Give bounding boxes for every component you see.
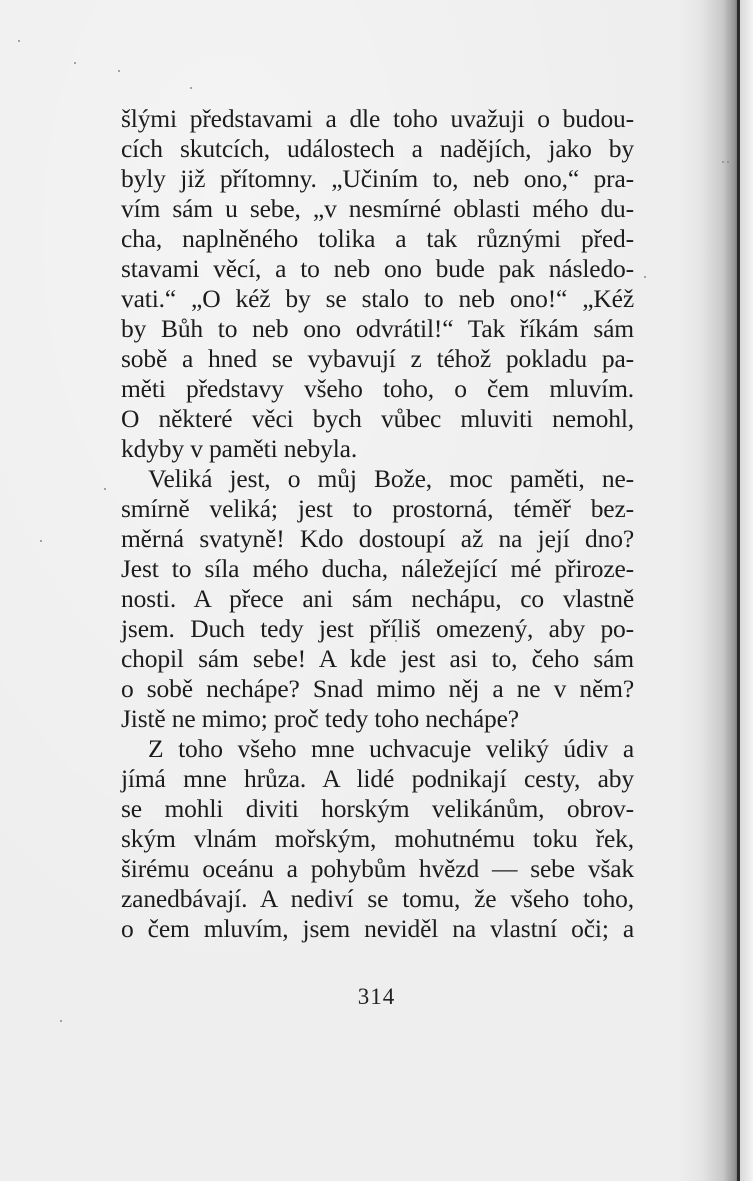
paper-speck [18, 40, 20, 42]
text-line: zanedbávají. A nediví se tomu, že všeho toho, [121, 884, 634, 913]
text-line: cha, naplněného tolika a tak různými před- [121, 224, 634, 253]
text-line: ským vlnám mořským, mohutnému toku řek, [121, 824, 634, 853]
text-line: měrná svatyně! Kdo dostoupí až na její dno? [121, 524, 634, 553]
paragraph-first-line: Veliká jest, o můj Bože, moc paměti, ne- [148, 464, 634, 493]
text-line: cích skutcích, událostech a nadějích, jako by [121, 134, 634, 163]
text-line: sobě a hned se vybavují z téhož pokladu pa- [121, 344, 634, 373]
paragraph-first-line: Z toho všeho mne uchvacuje veliký údiv a [148, 734, 634, 763]
text-line: smírně veliká; jest to prostorná, téměř bez- [121, 494, 634, 523]
text-line: jímá mne hrůza. A lidé podnikají cesty, aby [121, 764, 634, 793]
text-line: vati.“ „O kéž by se stalo to neb ono!“ „Kéž [121, 284, 634, 313]
text-line: kdyby v paměti nebyla. [121, 434, 358, 463]
text-line: jsem. Duch tedy jest příliš omezený, aby po- [121, 614, 634, 643]
page-number: 314 [357, 984, 396, 1009]
paper-speck [74, 62, 76, 64]
text-line: O některé věci bych vůbec mluviti nemohl, [121, 404, 634, 433]
text-line: o sobě nechápe? Snad mimo něj a ne v něm? [121, 674, 634, 703]
text-line: stavami věcí, a to neb ono bude pak následo- [121, 254, 634, 283]
paper-speck [60, 1020, 62, 1022]
body-text [121, 104, 634, 944]
text-line: chopil sám sebe! A kde jest asi to, čeho sám [121, 644, 634, 673]
text-line: byly již přítomny. „Učiním to, neb ono,“ pra- [121, 164, 634, 193]
paper-speck [40, 540, 42, 542]
text-line: Jistě ne mimo; proč tedy toho nechápe? [121, 704, 519, 733]
text-line: měti představy všeho toho, o čem mluvím. [121, 374, 634, 403]
paper-speck [118, 70, 120, 72]
text-line: nosti. A přece ani sám nechápu, co vlastně [121, 584, 634, 613]
paper-speck [104, 488, 106, 490]
text-line: širému oceánu a pohybům hvězd — sebe však [121, 854, 634, 883]
text-line: Jest to síla mého ducha, náležející mé přiroze- [121, 554, 634, 583]
text-line: šlými představami a dle toho uvažuji o budou- [121, 104, 634, 133]
text-line: se mohli diviti horským velikánům, obrov- [121, 794, 634, 823]
text-line: vím sám u sebe, „v nesmírné oblasti mého du- [121, 194, 634, 223]
paper-speck [644, 276, 646, 278]
text-line: o čem mluvím, jsem neviděl na vlastní oči; a [121, 914, 634, 943]
paper-speck [727, 161, 729, 163]
paper-speck [722, 161, 724, 163]
paper-speck [190, 87, 192, 89]
text-line: by Bůh to neb ono odvrátil!“ Tak říkám sám [121, 314, 634, 343]
